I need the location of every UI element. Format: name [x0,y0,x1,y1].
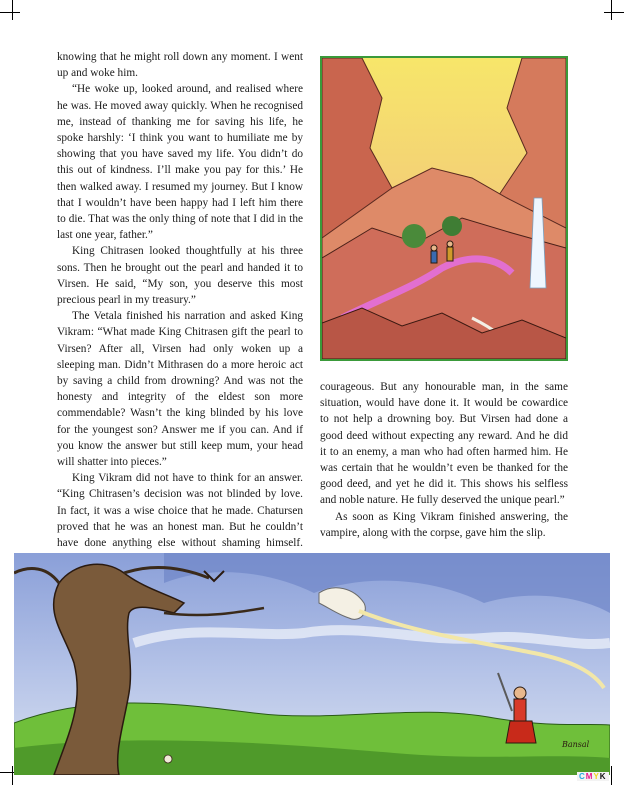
cmyk-m: M [585,772,594,781]
paragraph: “He woke up, looked around, and realised where he was. He moved away quickly. When he recognised me, instead of thanking me for saving his life, he spoke harshly: ‘I think you want to humiliate me by showing that you have saved my life. You didn’t do this out of kindness. I’ll make you pay for this.’ He then walked away. I resumed my journey. But I know that I wouldn’t have been happy had I left him there to die. That was the only thing of note that I did in the last one year, father.” [57,83,303,242]
mountain-path-illustration [320,56,568,361]
paragraph: King Vikram did not have to think for an answer. “King Chitrasen’s decision was not blinded by love. In fact, it was a wise choice that he made. Chatursen proved that he was an honest man. But he couldn’t have done anything else without shaming himself. [57,472,303,550]
cmyk-mark [577,772,609,781]
vetala-flight-illustration [14,553,610,775]
left-text-column [57,49,303,584]
crop-mark [0,12,20,13]
cmyk-c: C [579,772,586,781]
crop-mark [12,0,13,20]
paragraph: courageous. But any honourable man, in the same situation, would have done it. It would be cowardice to not help a drowning boy. But Virsen had done a good deed without expecting any reward. And he did it to an enemy, a man who had often harmed him. He was certain that he wouldn’t even be thanked for the good deed, and yet he did it. This shows his selfless and noble nature. He fully deserved the unique pearl.” [320,381,568,507]
paragraph: knowing that he might roll down any moment. I went up and woke him. [57,51,303,80]
paragraph: As soon as King Vikram finished answering, the vampire, along with the corpse, gave him the slip. [320,510,568,539]
cmyk-k: K [599,772,607,781]
crop-mark [611,766,612,785]
crop-mark [611,0,612,20]
paragraph: The Vetala finished his narration and asked King Vikram: “What made King Chitrasen gift the pearl to Virsen? After all, Virsen had only woken up a sleeping man. Didn’t Mithrasen do a more heroic act by saving a child from drowning? And was not the honesty and integrity of the eldest son more commendable? Wasn’t the king blinded by his love for the youngest son? Answer me if you can. And if you know the answer but still keep mum, your head will shatter into pieces.” [57,310,303,469]
right-text-column [320,379,568,541]
artist-signature: Bansal [562,740,590,749]
paragraph: King Chitrasen looked thoughtfully at his three sons. Then he brought out the pearl and handed it to Virsen. He said, “My son, you deserve this most precious pearl in my treasury.” [57,245,303,307]
cmyk-y: Y [593,772,600,781]
crop-mark [12,766,13,785]
crop-mark [604,12,624,13]
